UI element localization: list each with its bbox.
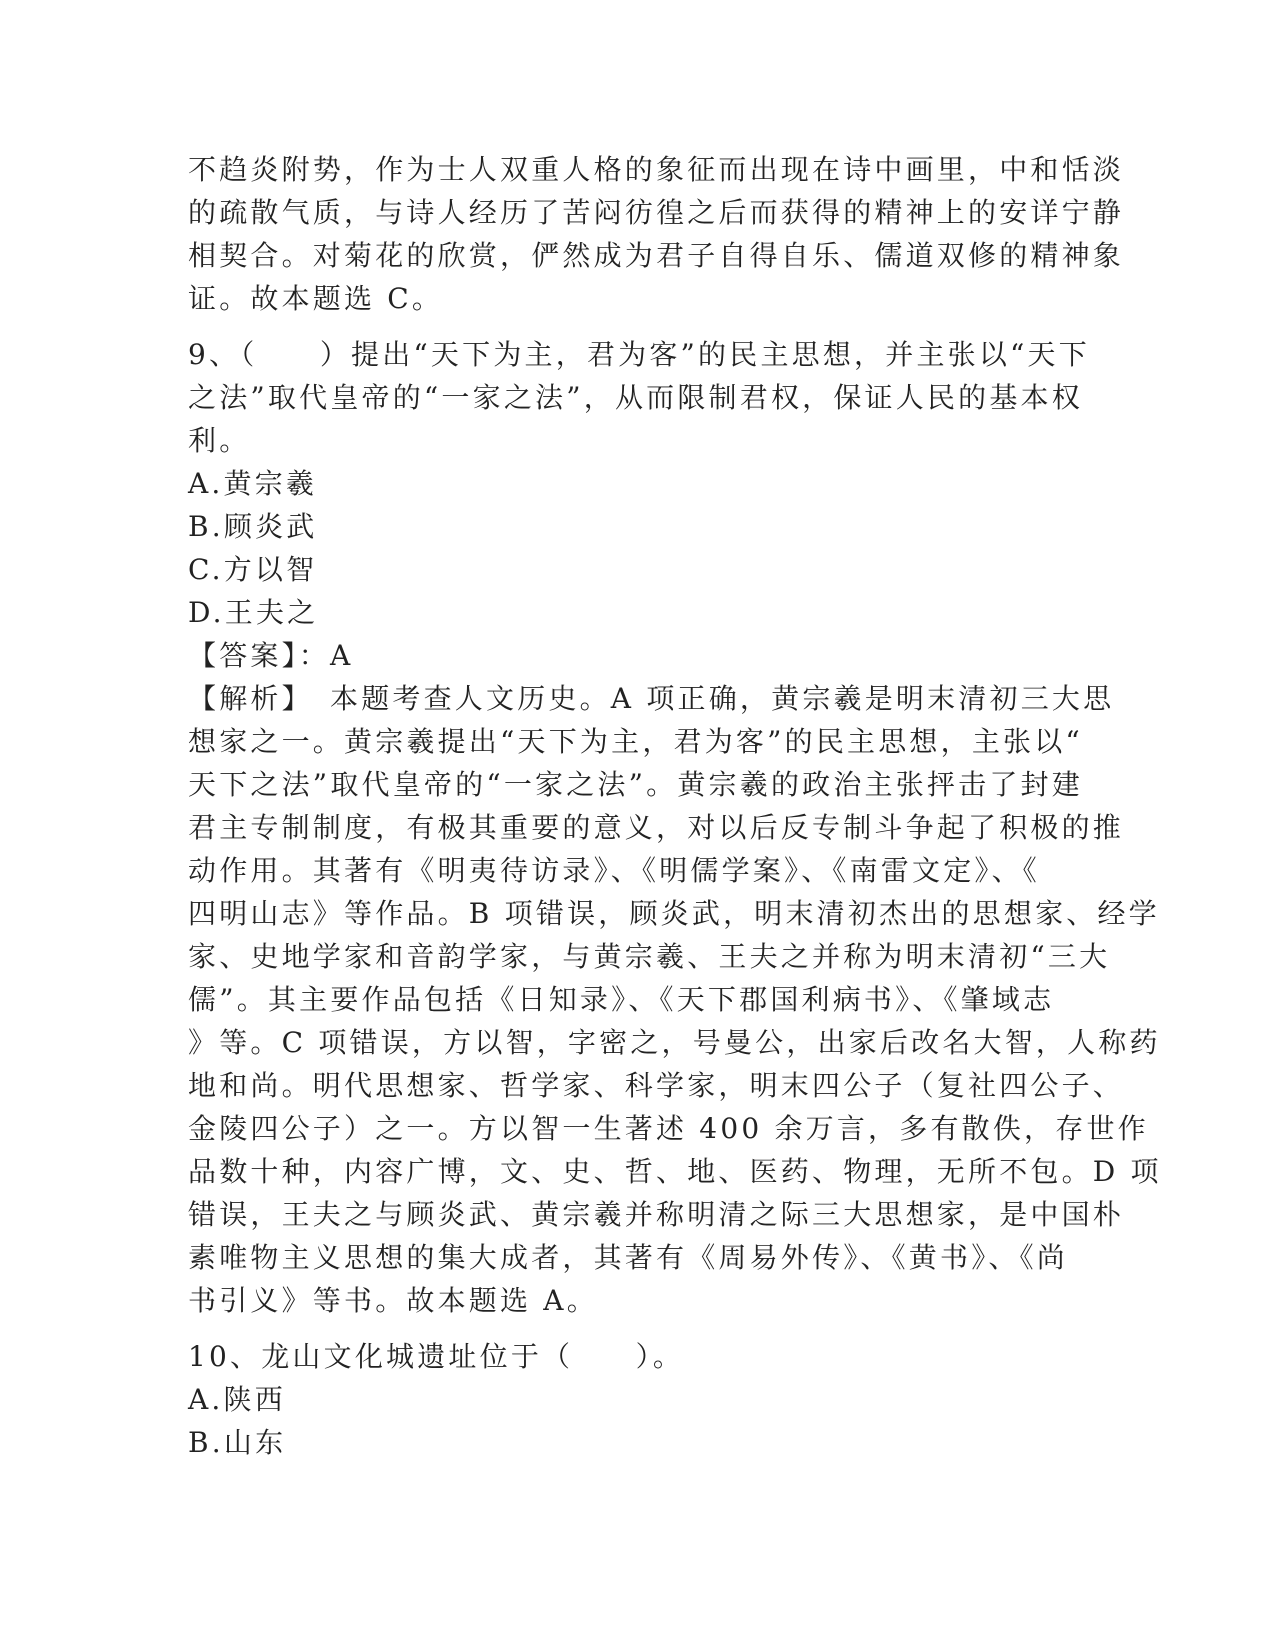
- text-line: 9、（ ）提出“天下为主，君为客”的民主思想，并主张以“天下: [188, 338, 1090, 371]
- text-line: 错误，王夫之与顾炎武、黄宗羲并称明清之际三大思想家，是中国朴: [188, 1198, 1125, 1231]
- question-9: [188, 333, 1162, 1322]
- text-line: 动作用。其著有《明夷待访录》、《明儒学案》、《南雷文定》、《: [188, 854, 1041, 887]
- text-line: 利。: [188, 424, 251, 457]
- option-a: A.陕西: [188, 1383, 286, 1416]
- text-line: 不趋炎附势，作为士人双重人格的象征而出现在诗中画里，中和恬淡: [188, 153, 1125, 186]
- options-list: [188, 1378, 1088, 1464]
- option-d: D.王夫之: [188, 596, 319, 629]
- option-a: A.黄宗羲: [188, 467, 318, 500]
- text-line: 君主专制制度，有极其重要的意义，对以后反专制斗争起了积极的推: [188, 811, 1125, 844]
- text-line: 四明山志》等作品。B 项错误，顾炎武，明末清初杰出的思想家、经学: [188, 897, 1160, 930]
- text-line: 地和尚。明代思想家、哲学家、科学家，明末四公子（复社四公子、: [188, 1069, 1125, 1102]
- question-stem: [188, 1335, 1088, 1378]
- text-line: 品数十种，内容广博，文、史、哲、地、医药、物理，无所不包。D 项: [188, 1155, 1162, 1188]
- text-line: 素唯物主义思想的集大成者，其著有《周易外传》、《黄书》、《尚: [188, 1241, 1069, 1274]
- analysis: [188, 677, 1162, 1322]
- document-page: [188, 148, 1162, 1464]
- text-line: 》等。C 项错误，方以智，字密之，号曼公，出家后改名大智，人称药: [188, 1026, 1161, 1059]
- option-b: B.山东: [188, 1426, 287, 1459]
- options-list: [188, 462, 1088, 634]
- text-line: 家、史地学家和音韵学家，与黄宗羲、王夫之并称为明末清初“三大: [188, 940, 1111, 973]
- previous-analysis-continuation: [188, 148, 1125, 320]
- answer: 【答案】：A: [188, 639, 354, 672]
- text-line: 想家之一。黄宗羲提出“天下为主，君为客”的民主思想，主张以“: [188, 725, 1083, 758]
- text-line: 之法”取代皇帝的“一家之法”，从而限制君权，保证人民的基本权: [188, 381, 1083, 414]
- text-line: 相契合。对菊花的欣赏，俨然成为君子自得自乐、儒道双修的精神象: [188, 239, 1125, 272]
- question-10: [188, 1335, 1088, 1464]
- option-b: B.顾炎武: [188, 510, 318, 543]
- text-line: 的疏散气质，与诗人经历了苦闷彷徨之后而获得的精神上的安详宁静: [188, 196, 1125, 229]
- text-line: 【解析】 本题考查人文历史。A 项正确，黄宗羲是明末清初三大思: [188, 682, 1115, 715]
- text-line: 书引义》等书。故本题选 A。: [188, 1284, 598, 1317]
- text-line: 金陵四公子）之一。方以智一生著述 400 余万言，多有散佚，存世作: [188, 1112, 1149, 1145]
- text-line: 10、龙山文化城遗址位于（ ）。: [188, 1340, 685, 1373]
- option-c: C.方以智: [188, 553, 318, 586]
- text-line: 天下之法”取代皇帝的“一家之法”。黄宗羲的政治主张抨击了封建: [188, 768, 1083, 801]
- text-line: 儒”。其主要作品包括《日知录》、《天下郡国利病书》、《肇域志: [188, 983, 1055, 1016]
- question-stem: [188, 333, 1088, 462]
- text-line: 证。故本题选 C。: [188, 282, 444, 315]
